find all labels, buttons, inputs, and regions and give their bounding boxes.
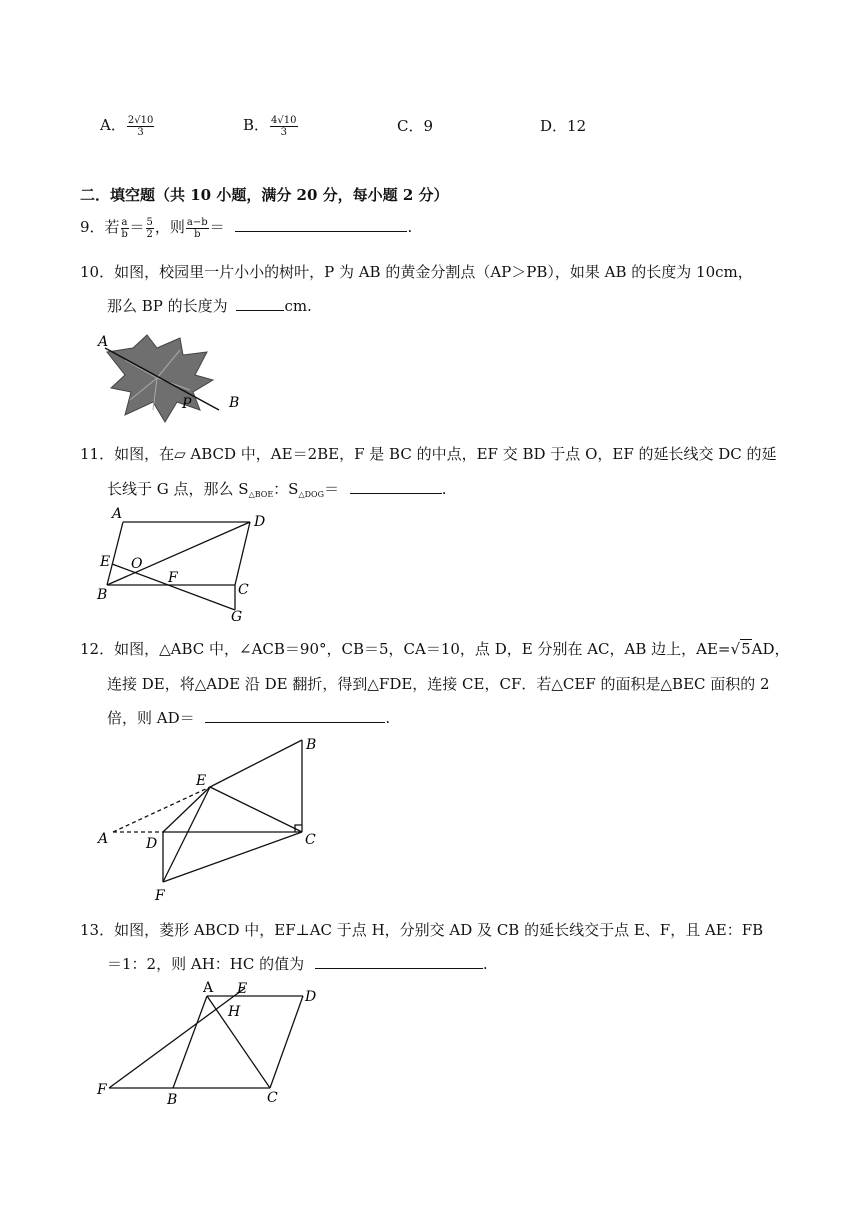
label-b: B: [167, 1092, 178, 1108]
label-d: D: [305, 989, 317, 1005]
label-o: O: [131, 556, 143, 572]
label-f: F: [97, 1082, 107, 1098]
label-e: E: [237, 981, 248, 997]
q9-answer-blank[interactable]: [235, 217, 407, 232]
q11-line2: 长线于 G 点，那么 $S_{\triangle BOE}$：$S_{\triangle DOG}=$ .: [107, 480, 447, 499]
label-e: E: [100, 554, 111, 570]
label-a: A: [98, 334, 109, 350]
label-p: P: [182, 396, 192, 412]
q11-parallelogram-figure: [95, 505, 275, 623]
q8-option-c: C．9: [397, 117, 434, 135]
q8-option-d: D．12: [540, 117, 587, 135]
label-b: B: [97, 587, 108, 603]
sqrt-five: √5: [730, 640, 751, 658]
label-c: C: [238, 582, 249, 598]
q11-answer-blank[interactable]: [350, 479, 442, 494]
label-c: C: [305, 832, 316, 848]
q10-line1: 10．如图，校园里一片小小的树叶，P 为 AB 的黄金分割点（AP＞PB），如果 AB 的长度为 10cm，: [80, 263, 753, 281]
q13-answer-blank[interactable]: [315, 954, 483, 969]
q13-rhombus-figure: [95, 978, 335, 1108]
q9: 9．若 $\frac{a}{b}$ ＝ $\frac{5}{2}$ ，则 $\frac{a-b}{b}$ ＝ .: [80, 216, 413, 240]
label-g: G: [231, 609, 243, 623]
label-h: H: [228, 1004, 241, 1020]
q13-line2: ＝1：2，则 AH：HC 的值为 .: [107, 955, 488, 973]
q12-triangle-figure: [95, 732, 325, 907]
q12-line3: 倍，则 AD＝ .: [107, 709, 391, 727]
q12-line2: 连接 DE，将△ADE 沿 DE 翻折，得到△FDE，连接 CE，CF．若△CEF 的面积是△BEC 面积的 2: [107, 675, 770, 693]
q8-option-a: A． $\frac{2√10}{3}$: [100, 114, 154, 138]
label-a: A: [112, 506, 123, 522]
label-d: D: [146, 836, 158, 852]
q13-line1: 13．如图，菱形 ABCD 中，EF⊥AC 于点 H，分别交 AD 及 CB 的延长线交于点 E、F，且 AE：FB: [80, 921, 764, 939]
q12-line1: 12．如图，△ABC 中，∠ACB＝90°，CB＝5，CA＝10，点 D，E 分别在 AC，AB 边上，AE=√5AD，: [80, 640, 790, 658]
section2-heading: 二．填空题（共 10 小题，满分 20 分，每小题 2 分）: [80, 186, 449, 204]
label-a: A: [98, 831, 109, 847]
label-a: A: [203, 980, 214, 996]
label-f: F: [168, 570, 178, 586]
q8-option-b: B． $\frac{4√10}{3}$: [243, 114, 297, 138]
label-f: F: [155, 888, 165, 904]
q10-line2: 那么 BP 的长度为 cm.: [107, 297, 312, 315]
q12-answer-blank[interactable]: [205, 708, 385, 723]
q11-line1: 11．如图，在▱ ABCD 中，AE＝2BE，F 是 BC 的中点，EF 交 BD 于点 O，EF 的延长线交 DC 的延: [80, 445, 777, 463]
label-c: C: [267, 1090, 278, 1106]
label-e: E: [196, 773, 207, 789]
q10-leaf-figure: [95, 330, 245, 428]
q10-answer-blank[interactable]: [236, 296, 284, 311]
label-b: B: [229, 395, 240, 411]
label-b: B: [306, 737, 317, 753]
label-d: D: [254, 514, 266, 530]
